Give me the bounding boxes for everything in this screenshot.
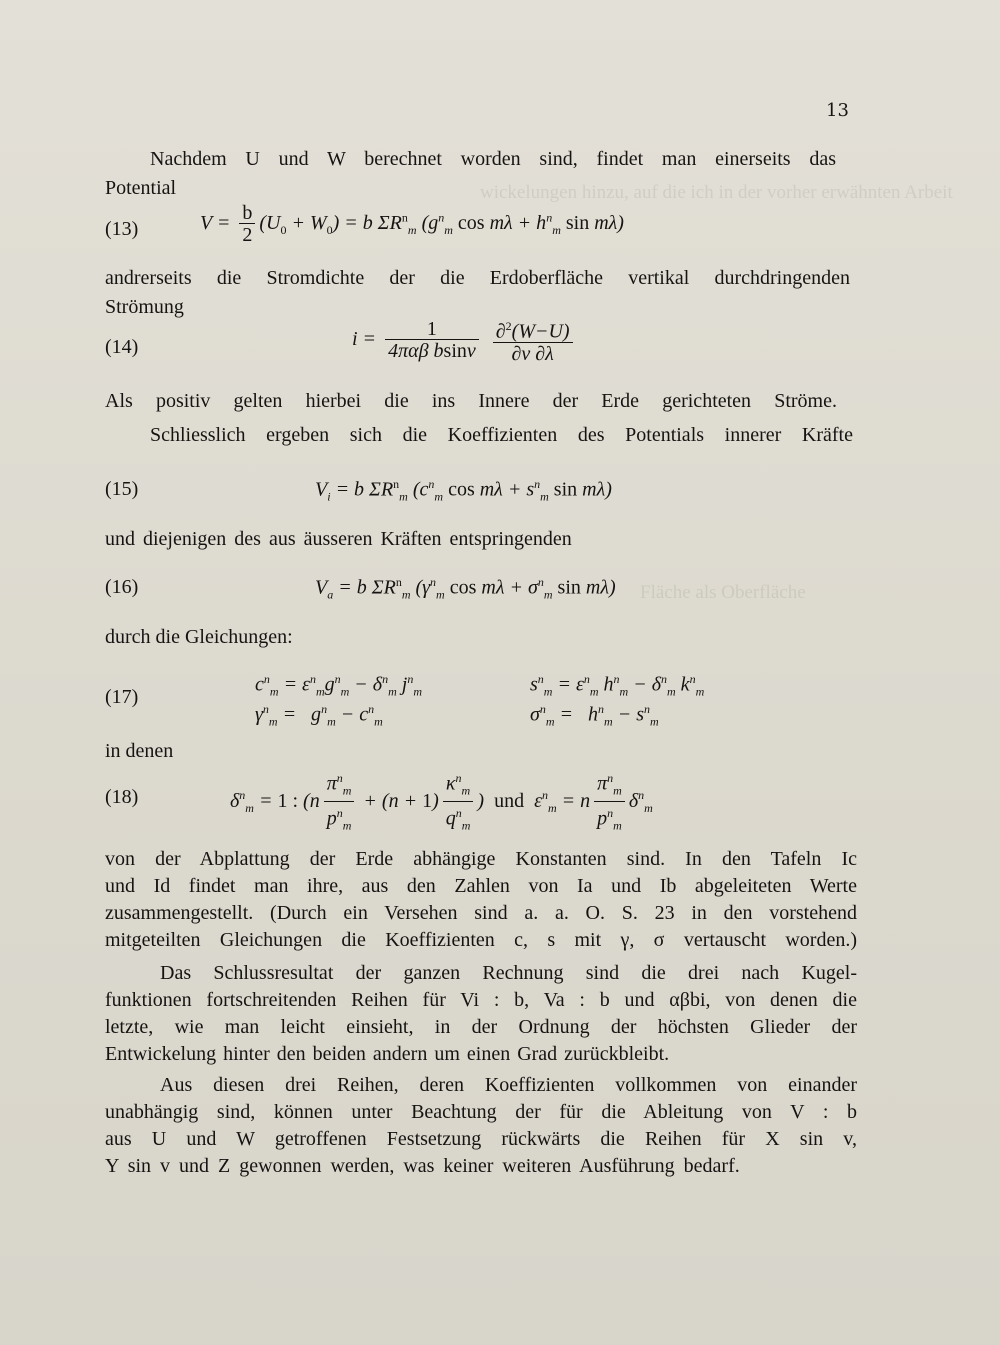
paragraph-line: durch die Gleichungen:: [105, 626, 293, 648]
paragraph-line: in denen: [105, 740, 174, 762]
equation-17-row2-left: $\gamma^n_m = g^n_m - c^n_m$: [255, 702, 383, 729]
equation-13: V = $\frac{b}{2}$ $(U_0 + W_0) = b$ $\Sigma R^n_m$ ($g^n_m$ $\cos m\lambda + h^n_m$ sin mλ): [200, 202, 624, 246]
equation-number: (17): [105, 686, 139, 708]
paragraph-line: zusammengestellt. (Durch ein Versehen sind a. a. O. S. 23 in den vorstehend: [105, 902, 857, 924]
paragraph-line: Schliesslich ergeben sich die Koeffizienten des Potentials innerer Kräfte: [150, 424, 853, 446]
page-number: 13: [826, 100, 849, 121]
paragraph-line: funktionen fortschreitenden Reihen für Vi : b, Va : b und αβbi, von denen die: [105, 989, 857, 1011]
paragraph-line: aus U und W getroffenen Festsetzung rückwärts die Reihen für X sin v,: [105, 1128, 857, 1150]
paragraph-line: Y sin v und Z gewonnen werden, was keiner weiteren Ausführung bedarf.: [105, 1155, 740, 1177]
paragraph-line: und diejenigen des aus äusseren Kräften entspringenden: [105, 528, 572, 550]
equation-17-row1-right: $s^n_m = \varepsilon^n_m$ $h^n_m - \delta^n_m$ $k^n_m$: [530, 672, 705, 699]
equation-17-row2-right: $\sigma^n_m = h^n_m - s^n_m$: [530, 702, 659, 729]
bleed-through-text: Fläche als Oberfläche: [640, 582, 806, 603]
equation-15: $V_i = b$ $\Sigma R^n_m$ ($c^n_m$ $\cos m\lambda + s^n_m$ sin mλ): [315, 477, 612, 504]
equation-14: i = $\frac{1}{\text{4παβ bsinv}}$ $\frac{\partial^2(W-U)}{\partial v \partial\lambda}$: [352, 316, 577, 365]
equation-number: (14): [105, 336, 139, 358]
paragraph-line: von der Abplattung der Erde abhängige Konstanten sind. In den Tafeln Ic: [105, 848, 857, 870]
paragraph-line: Als positiv gelten hierbei die ins Innere der Erde gerichteten Ströme.: [105, 390, 837, 412]
paragraph-line: andrerseits die Stromdichte der die Erdoberfläche vertikal durchdringenden: [105, 267, 850, 289]
bleed-through-text: wickelungen hinzu, auf die ich in der vorher erwähnten Arbeit: [480, 182, 953, 203]
equation-number: (13): [105, 218, 139, 240]
equation-number: (16): [105, 576, 139, 598]
paragraph-line: mitgeteilten Gleichungen die Koeffizienten c, s mit γ, σ vertauscht worden.): [105, 929, 857, 951]
equation-number: (18): [105, 786, 139, 808]
paragraph-line: Das Schlussresultat der ganzen Rechnung sind die drei nach Kugel-: [160, 962, 857, 984]
paragraph-line: unabhängig sind, können unter Beachtung der für die Ableitung von V : b: [105, 1101, 857, 1123]
paragraph-line: Aus diesen drei Reihen, deren Koeffizienten vollkommen von einander: [160, 1074, 857, 1096]
equation-18: $\delta^n_m = 1$ : (n $\frac{\pi^n_m}{p^n_m}$ + (n + 1) $\frac{\kappa^n_m}{q^n_m}$ ) und $\varepsilon^n_m = n$ $\frac{\pi^n_m}{p^n_m}$ $\delta^n_m$: [230, 768, 653, 836]
paragraph-line: Entwickelung hinter den beiden andern um einen Grad zurückbleibt.: [105, 1043, 670, 1065]
paragraph-line: letzte, wie man leicht einsieht, in der Ordnung der höchsten Glieder der: [105, 1016, 857, 1038]
paragraph-line: Strömung: [105, 296, 184, 318]
equation-number: (15): [105, 478, 139, 500]
paragraph-line: Nachdem U und W berechnet worden sind, findet man einerseits das: [150, 148, 836, 170]
equation-17-row1-left: $c^n_m = \varepsilon^n_mg^n_m - \delta^n_m$ $j^n_m$: [255, 672, 422, 699]
paragraph-line: und Id findet man ihre, aus den Zahlen von Ia und Ib abgeleiteten Werte: [105, 875, 857, 897]
equation-16: $V_a = b$ $\Sigma R^n_m$ ($\gamma^n_m$ $\cos m\lambda + \sigma^n_m$ sin mλ): [315, 575, 616, 602]
paragraph-line: Potential: [105, 177, 177, 199]
